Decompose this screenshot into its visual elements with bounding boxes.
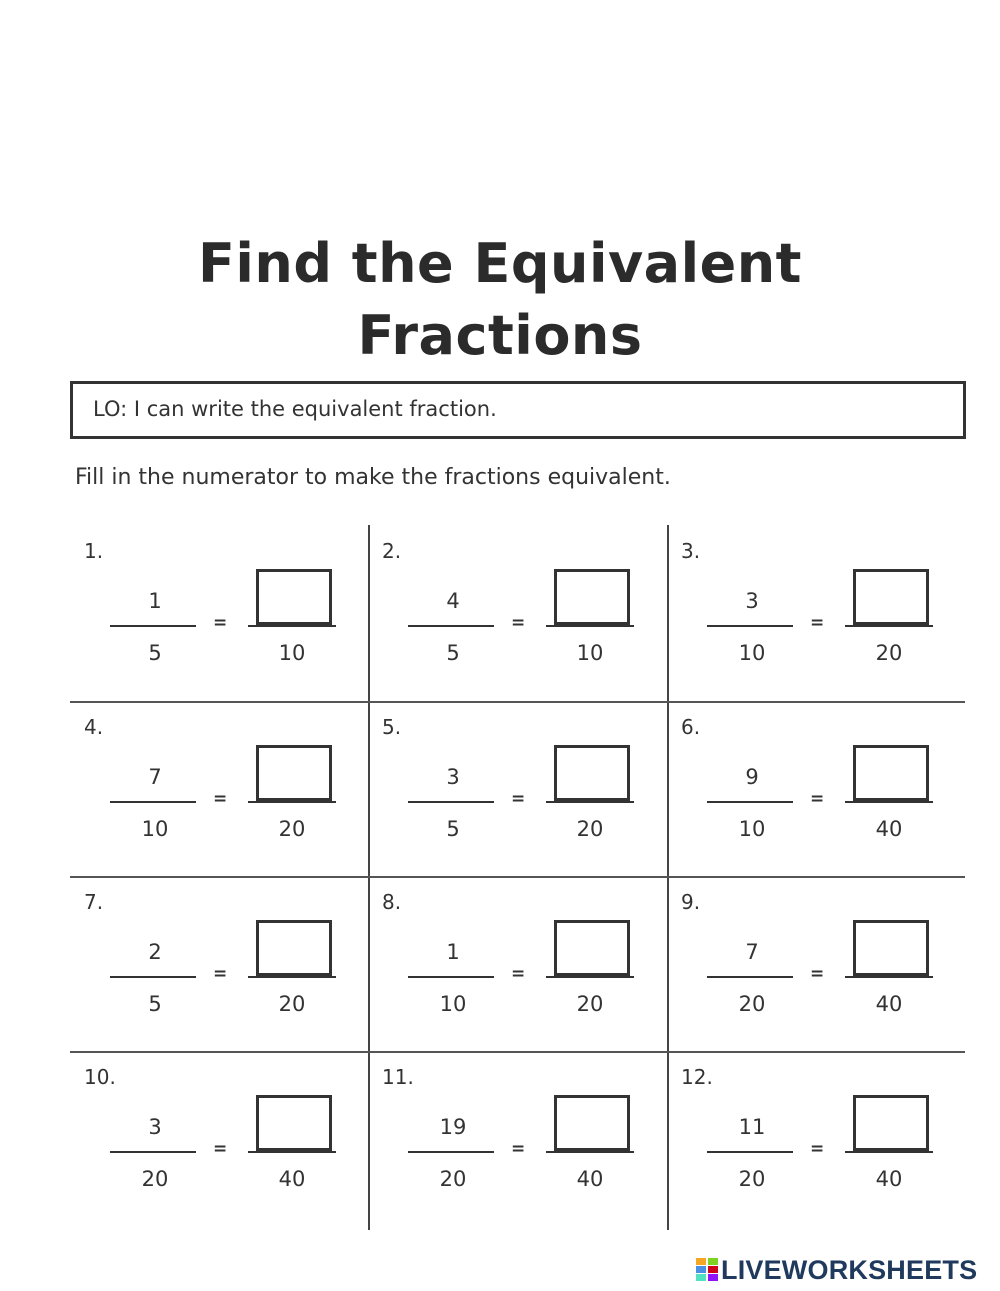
problem-cell <box>667 1051 965 1227</box>
target-denominator: 40 <box>875 1167 903 1191</box>
given-denominator: 5 <box>148 992 162 1016</box>
equals-sign: = <box>810 1139 825 1159</box>
learning-objective-box <box>70 381 966 439</box>
target-denominator: 20 <box>576 992 604 1016</box>
target-denominator: 10 <box>576 641 604 665</box>
given-numerator: 3 <box>148 1115 162 1139</box>
target-denominator: 20 <box>576 817 604 841</box>
given-denominator: 10 <box>738 817 766 841</box>
given-numerator: 9 <box>745 765 759 789</box>
target-denominator: 20 <box>278 992 306 1016</box>
equals-sign: = <box>511 613 526 633</box>
given-denominator: 20 <box>738 992 766 1016</box>
given-denominator: 10 <box>141 817 169 841</box>
problem-number: 11. <box>382 1065 414 1089</box>
problem-cell <box>368 876 666 1052</box>
brand-text: LIVEWORKSHEETS <box>721 1254 978 1285</box>
problem-number: 10. <box>84 1065 116 1089</box>
given-denominator: 10 <box>738 641 766 665</box>
fraction-bar <box>707 1151 793 1153</box>
target-denominator: 10 <box>278 641 306 665</box>
given-denominator: 5 <box>148 641 162 665</box>
problem-cell <box>70 525 368 701</box>
problem-cell <box>667 525 965 701</box>
liveworksheets-brand <box>696 1253 977 1287</box>
answer-box[interactable] <box>256 920 332 976</box>
given-numerator: 7 <box>148 765 162 789</box>
equals-sign: = <box>511 1139 526 1159</box>
problem-cell <box>368 525 666 701</box>
equals-sign: = <box>810 789 825 809</box>
equals-sign: = <box>213 789 228 809</box>
given-numerator: 1 <box>148 589 162 613</box>
given-numerator: 1 <box>446 940 460 964</box>
answer-box[interactable] <box>853 569 929 625</box>
given-denominator: 5 <box>446 641 460 665</box>
problem-number: 1. <box>84 539 104 563</box>
answer-box[interactable] <box>554 1095 630 1151</box>
target-denominator: 20 <box>278 817 306 841</box>
given-denominator: 10 <box>439 992 467 1016</box>
fraction-bar <box>110 1151 196 1153</box>
answer-box[interactable] <box>853 745 929 801</box>
problem-number: 9. <box>681 890 701 914</box>
fraction-bar <box>110 625 196 627</box>
answer-box[interactable] <box>256 745 332 801</box>
fraction-bar <box>408 801 494 803</box>
problem-number: 2. <box>382 539 402 563</box>
answer-box[interactable] <box>554 745 630 801</box>
problem-cell <box>667 876 965 1052</box>
answer-box[interactable] <box>256 569 332 625</box>
answer-box[interactable] <box>256 1095 332 1151</box>
given-numerator: 2 <box>148 940 162 964</box>
equals-sign: = <box>810 964 825 984</box>
fraction-bar <box>248 625 336 627</box>
target-denominator: 40 <box>576 1167 604 1191</box>
given-denominator: 20 <box>738 1167 766 1191</box>
target-denominator: 40 <box>875 992 903 1016</box>
equals-sign: = <box>511 964 526 984</box>
problem-cell <box>368 1051 666 1227</box>
fraction-bar <box>408 1151 494 1153</box>
fraction-bar <box>110 801 196 803</box>
problem-cell <box>667 701 965 877</box>
fraction-bar <box>408 625 494 627</box>
target-denominator: 40 <box>875 817 903 841</box>
given-numerator: 19 <box>439 1115 467 1139</box>
answer-box[interactable] <box>853 1095 929 1151</box>
target-denominator: 40 <box>278 1167 306 1191</box>
liveworksheets-logo-icon <box>696 1258 718 1282</box>
given-numerator: 3 <box>745 589 759 613</box>
answer-box[interactable] <box>554 920 630 976</box>
fraction-bar <box>707 625 793 627</box>
given-denominator: 20 <box>439 1167 467 1191</box>
fraction-bar <box>845 1151 933 1153</box>
problem-number: 3. <box>681 539 701 563</box>
answer-box[interactable] <box>554 569 630 625</box>
fraction-bar <box>110 976 196 978</box>
fraction-bar <box>707 976 793 978</box>
equals-sign: = <box>213 613 228 633</box>
problem-cell <box>70 1051 368 1227</box>
given-numerator: 3 <box>446 765 460 789</box>
problem-number: 12. <box>681 1065 713 1089</box>
equals-sign: = <box>213 964 228 984</box>
problem-number: 4. <box>84 715 104 739</box>
fraction-bar <box>248 976 336 978</box>
learning-objective-text: LO: I can write the equivalent fraction. <box>93 397 497 421</box>
title-line-1: Find the Equivalent <box>197 232 802 295</box>
fraction-bar <box>248 1151 336 1153</box>
equals-sign: = <box>810 613 825 633</box>
problem-number: 6. <box>681 715 701 739</box>
given-denominator: 20 <box>141 1167 169 1191</box>
problem-cell <box>70 876 368 1052</box>
given-numerator: 7 <box>745 940 759 964</box>
worksheet-title <box>0 228 1000 372</box>
problem-cell <box>70 701 368 877</box>
instruction-text: Fill in the numerator to make the fractions equivalent. <box>75 465 671 490</box>
target-denominator: 20 <box>875 641 903 665</box>
fraction-bar <box>248 801 336 803</box>
problem-cell <box>368 701 666 877</box>
equals-sign: = <box>511 789 526 809</box>
fraction-bar <box>408 976 494 978</box>
answer-box[interactable] <box>853 920 929 976</box>
fraction-bar <box>845 801 933 803</box>
title-line-2: Fractions <box>357 304 643 367</box>
given-numerator: 4 <box>446 589 460 613</box>
fraction-bar <box>546 625 634 627</box>
problem-number: 8. <box>382 890 402 914</box>
problem-number: 5. <box>382 715 402 739</box>
problem-number: 7. <box>84 890 104 914</box>
fraction-bar <box>845 976 933 978</box>
equals-sign: = <box>213 1139 228 1159</box>
fraction-bar <box>546 801 634 803</box>
given-numerator: 11 <box>738 1115 766 1139</box>
fraction-bar <box>546 976 634 978</box>
fraction-bar <box>707 801 793 803</box>
fraction-bar <box>845 625 933 627</box>
fraction-bar <box>546 1151 634 1153</box>
given-denominator: 5 <box>446 817 460 841</box>
